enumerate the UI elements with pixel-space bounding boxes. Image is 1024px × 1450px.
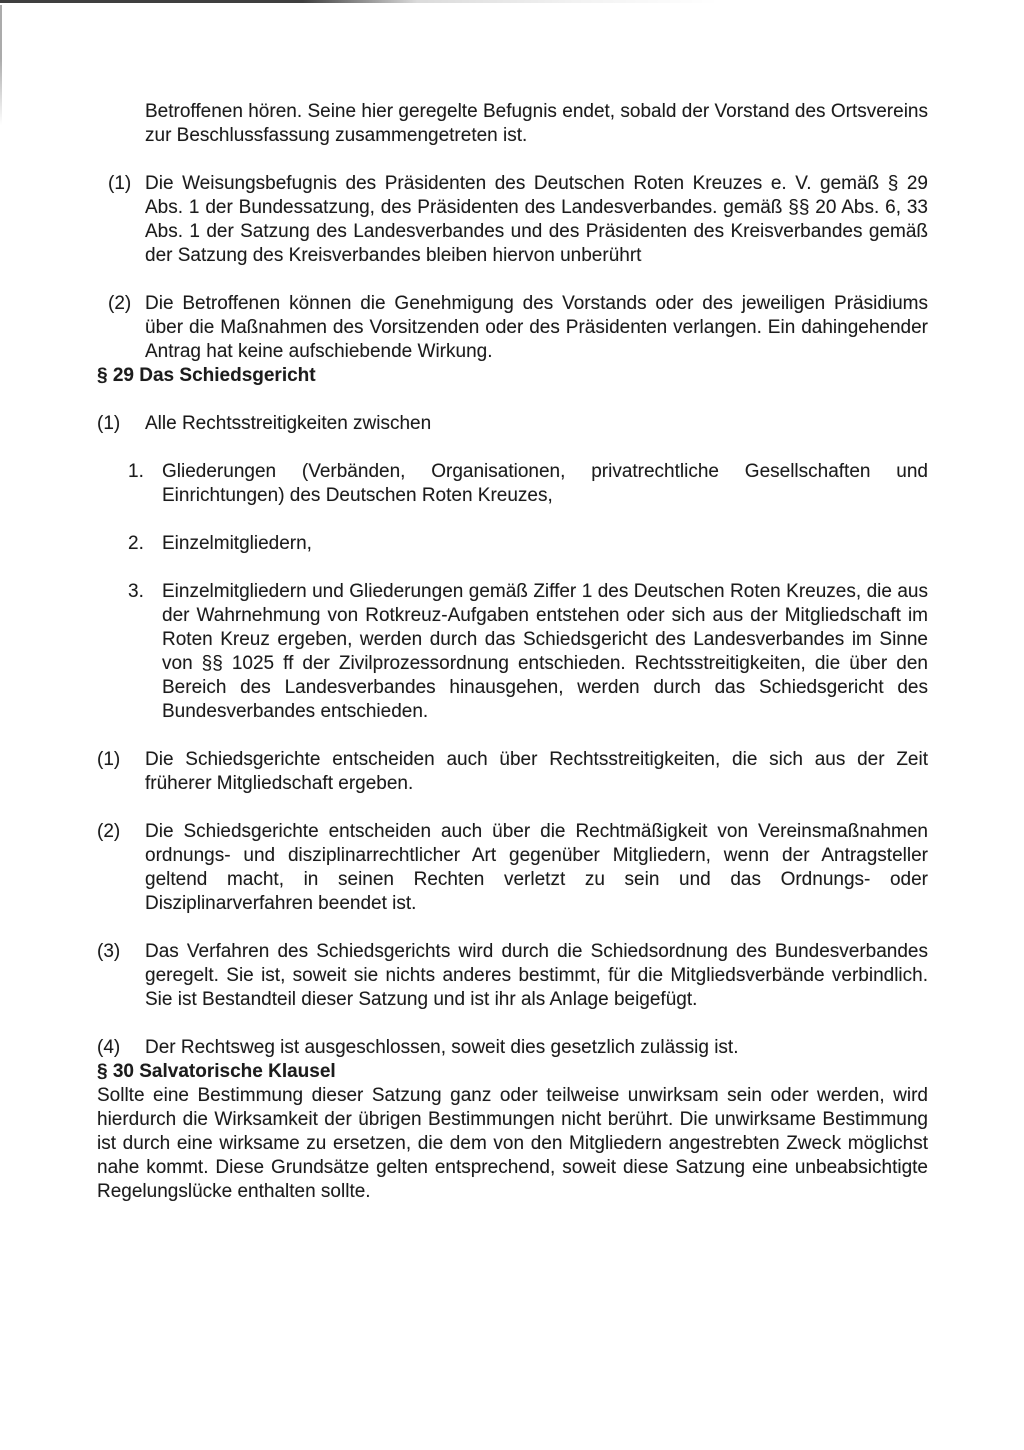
paragraph-marker: (1) <box>97 413 121 434</box>
paragraph-marker: (4) <box>97 1037 121 1058</box>
paragraph-marker: (1) <box>108 173 132 194</box>
paragraph-marker: (3) <box>97 941 121 962</box>
closing-paragraph: Sollte eine Bestimmung dieser Satzung ganz oder teilweise unwirksam sein oder werden, wird hierdurch die Wirksamkeit der übrigen Bestimmungen nicht berührt. Die unwirksame Bestimmung ist durch eine wirksame zu ersetzen, die dem von den Mitgliedern angestrebten Zweck möglichst nahe kommt. Diese Grundsätze gelten entsprechend, soweit diese Satzung eine unbeabsichtigte Regelungslücke enthalten sollte. <box>97 1085 928 1202</box>
numbered-paragraph-29-1 <box>97 748 928 796</box>
numbered-paragraph-29-1-intro <box>97 412 928 436</box>
paragraph-text: Das Verfahren des Schiedsgerichts wird durch die Schiedsordnung des Bundesverbandes geregelt. Sie ist, soweit sie nichts anderes bestimmt, für die Mitgliedsverbände verbindlich. Sie ist Bestandteil dieser Satzung und ist ihr als Anlage beigefügt. <box>145 941 928 1010</box>
section-heading-29: § 29 Das Schiedsgericht <box>97 365 316 386</box>
sublist-item-3 <box>97 580 928 724</box>
section-heading-30: § 30 Salvatorische Klausel <box>97 1061 336 1082</box>
paragraph-text: Alle Rechtsstreitigkeiten zwischen <box>145 413 432 434</box>
list-marker: 2. <box>128 533 144 554</box>
paragraph-text: Die Betroffenen können die Genehmigung des Vorstands oder des jeweiligen Präsidiums über die Maßnahmen des Vorsitzenden oder des Präsidenten verlangen. Ein dahingehender Antrag hat keine aufschiebende Wirkung. <box>145 293 928 362</box>
numbered-paragraph-29-2 <box>97 820 928 916</box>
numbered-paragraph-29-4 <box>97 1036 928 1060</box>
paragraph-text: Die Weisungsbefugnis des Präsidenten des Deutschen Roten Kreuzes e. V. gemäß § 29 Abs. 1 der Bundessatzung, des Präsidenten des Landesverbandes. gemäß §§ 20 Abs. 6, 33 Abs. 1 der Satzung des Landesverbandes und des Präsidenten des Kreisverbandes gemäß der Satzung des Kreisverbandes bleiben hiervon unberührt <box>145 173 928 266</box>
sublist-item-2 <box>97 532 928 556</box>
list-marker: 3. <box>128 581 144 602</box>
list-marker: 1. <box>128 461 144 482</box>
paragraph-text: Die Schiedsgerichte entscheiden auch über die Rechtmäßigkeit von Vereinsmaßnahmen ordnungs- und disziplinarrechtlicher Art gegenüber Mitgliedern, wenn der Antragsteller geltend macht, in seinen Rechten verletzt zu sein und das Ordnungs- oder Disziplinarverfahren beendet ist. <box>145 821 928 914</box>
paragraph-marker: (1) <box>97 749 121 770</box>
paragraph-text: Der Rechtsweg ist ausgeschlossen, soweit dies gesetzlich zulässig ist. <box>145 1037 739 1058</box>
paragraph-text: Die Schiedsgerichte entscheiden auch über Rechtsstreitigkeiten, die sich aus der Zeit früherer Mitgliedschaft ergeben. <box>145 749 928 794</box>
list-item-text: Einzelmitgliedern, <box>162 533 312 554</box>
list-item-text: Gliederungen (Verbänden, Organisationen, privatrechtliche Gesellschaften und Einrichtungen) des Deutschen Roten Kreuzes, <box>162 461 928 506</box>
list-item-text: Einzelmitgliedern und Gliederungen gemäß Ziffer 1 des Deutschen Roten Kreuzes, die aus der Wahrnehmung von Rotkreuz-Aufgaben entstehen oder sich aus der Mitgliedschaft im Roten Kreuz ergeben, werden durch das Schiedsgericht des Landesverbandes im Sinne von §§ 1025 ff der Zivilprozessordnung entschieden. Rechtsstreitigkeiten, die über den Bereich des Landesverbandes hinausgehen, werden durch das Schiedsgericht des Bundesverbandes entschieden. <box>162 581 928 722</box>
numbered-paragraph-28-1 <box>97 172 928 268</box>
paragraph-continuation: Betroffenen hören. Seine hier geregelte Befugnis endet, sobald der Vorstand des Ortsvereins zur Beschlussfassung zusammengetreten ist. <box>145 101 928 146</box>
sublist-item-1 <box>97 460 928 508</box>
paragraph-marker: (2) <box>97 821 121 842</box>
numbered-paragraph-28-2 <box>97 292 928 364</box>
paragraph-marker: (2) <box>108 293 132 314</box>
numbered-paragraph-29-3 <box>97 940 928 1012</box>
